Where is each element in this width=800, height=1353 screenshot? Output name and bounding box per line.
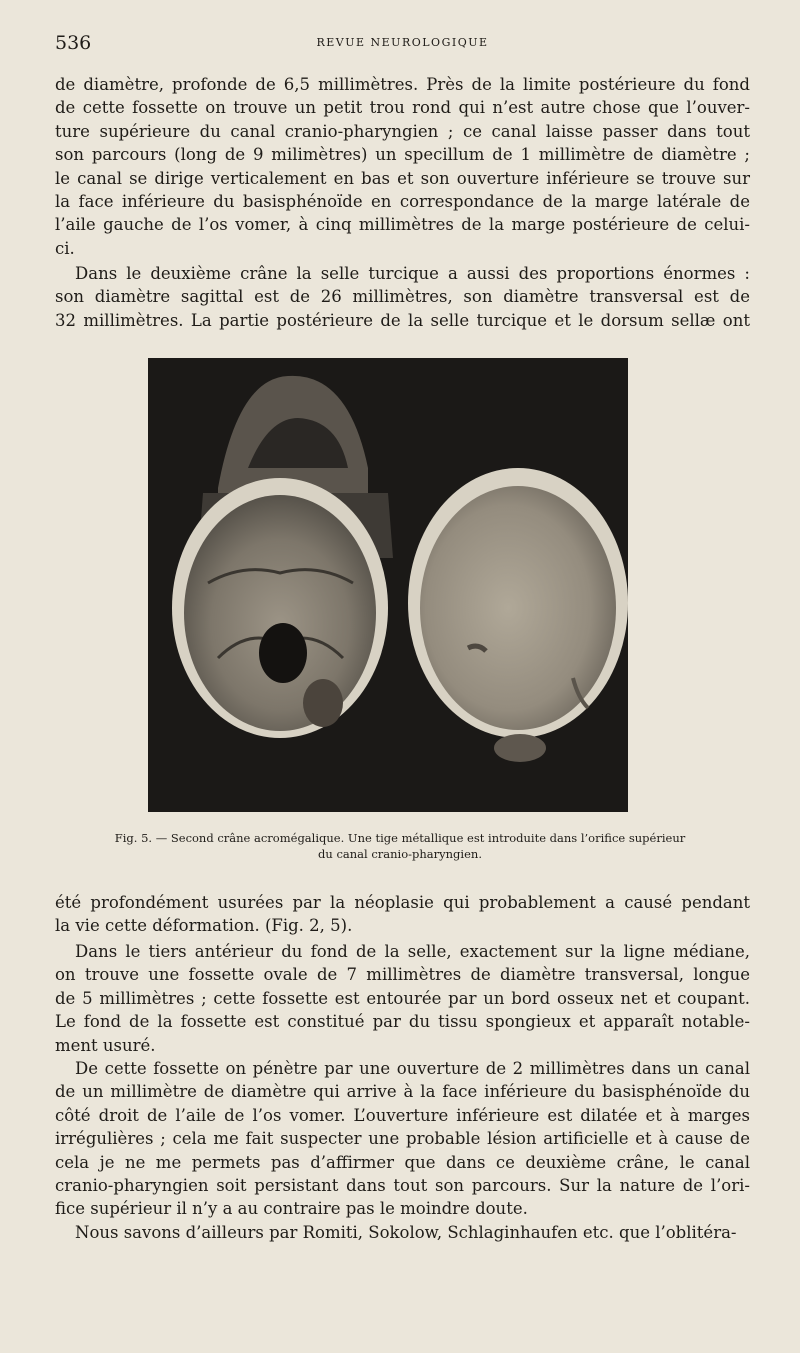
page-number: 536: [55, 32, 92, 54]
paragraph: [55, 940, 750, 1057]
text-line: la vie cette déformation. (Fig. 2, 5).: [55, 916, 353, 936]
text-line: le canal se dirige verticalement en bas et son ouverture inférieure se trouve sur: [55, 168, 750, 188]
text-line: on trouve une fossette ovale de 7 millimètres de diamètre transversal, longue: [55, 965, 750, 985]
paragraph: [55, 262, 750, 332]
skull-photo-image: [148, 358, 628, 812]
text-line: fice supérieur il n’y a au contraire pas le moindre doute.: [55, 1199, 528, 1219]
text-line: De cette fossette on pénètre par une ouverture de 2 millimètres dans un canal: [75, 1059, 750, 1078]
caption-line: Fig. 5. — Second crâne acromégalique. Une tige métallique est introduite dans l’orifice supérieur: [114, 831, 686, 845]
paragraph: [55, 1057, 750, 1221]
text-line: de un millimètre de diamètre qui arrive à la face inférieure du basisphénoïde du: [55, 1082, 750, 1102]
text-line: ment usuré.: [55, 1035, 156, 1055]
paragraph: [55, 891, 750, 938]
text-line: côté droit de l’aile de l’os vomer. L’ouverture inférieure est dilatée et à marges: [55, 1105, 750, 1125]
page-header: [55, 30, 750, 60]
text-line: irrégulières ; cela me fait suspecter une probable lésion artificielle et à cause de: [55, 1129, 750, 1149]
figure-caption: [80, 830, 720, 862]
text-line: Dans le deuxième crâne la selle turcique a aussi des proportions énormes :: [75, 264, 750, 283]
text-line: 32 millimètres. La partie postérieure de la selle turcique et le dorsum sellæ ont: [55, 310, 750, 330]
text-line: ture supérieure du canal cranio-pharyngien ; ce canal laisse passer dans tout: [55, 121, 750, 141]
text-line: ci.: [55, 238, 75, 258]
text-line: Nous savons d’ailleurs par Romiti, Sokolow, Schlaginhaufen etc. que l’oblitéra-: [75, 1223, 737, 1242]
text-line: son diamètre sagittal est de 26 millimètres, son diamètre transversal est de: [55, 287, 750, 307]
paragraph: [55, 73, 750, 260]
text-line: cranio-pharyngien soit persistant dans tout son parcours. Sur la nature de l’ori-: [55, 1176, 750, 1196]
running-head: REVUE NEUROLOGIQUE: [316, 36, 489, 49]
text-line: de 5 millimètres ; cette fossette est entourée par un bord osseux net et coupant.: [55, 988, 750, 1008]
text-line: cela je ne me permets pas d’affirmer que dans ce deuxième crâne, le canal: [55, 1152, 750, 1172]
text-line: Dans le tiers antérieur du fond de la selle, exactement sur la ligne médiane,: [75, 942, 750, 961]
skull-photograph: [148, 358, 628, 812]
paragraph: [55, 1221, 750, 1244]
text-line: été profondément usurées par la néoplasie qui probablement a causé pendant: [55, 893, 750, 912]
text-line: de cette fossette on trouve un petit trou rond qui n’est autre chose que l’ouver-: [55, 98, 750, 118]
text-line: de diamètre, profonde de 6,5 millimètres. Près de la limite postérieure du fond: [55, 75, 750, 94]
text-line: son parcours (long de 9 milimètres) un specillum de 1 millimètre de diamètre ;: [55, 145, 750, 165]
text-line: l’aile gauche de l’os vomer, à cinq millimètres de la marge postérieure de celui-: [55, 215, 750, 235]
caption-line: du canal cranio-pharyngien.: [318, 847, 482, 861]
text-line: la face inférieure du basisphénoïde en correspondance de la marge latérale de: [55, 192, 750, 212]
text-line: Le fond de la fossette est constitué par du tissu spongieux et apparaît notable-: [55, 1012, 750, 1032]
